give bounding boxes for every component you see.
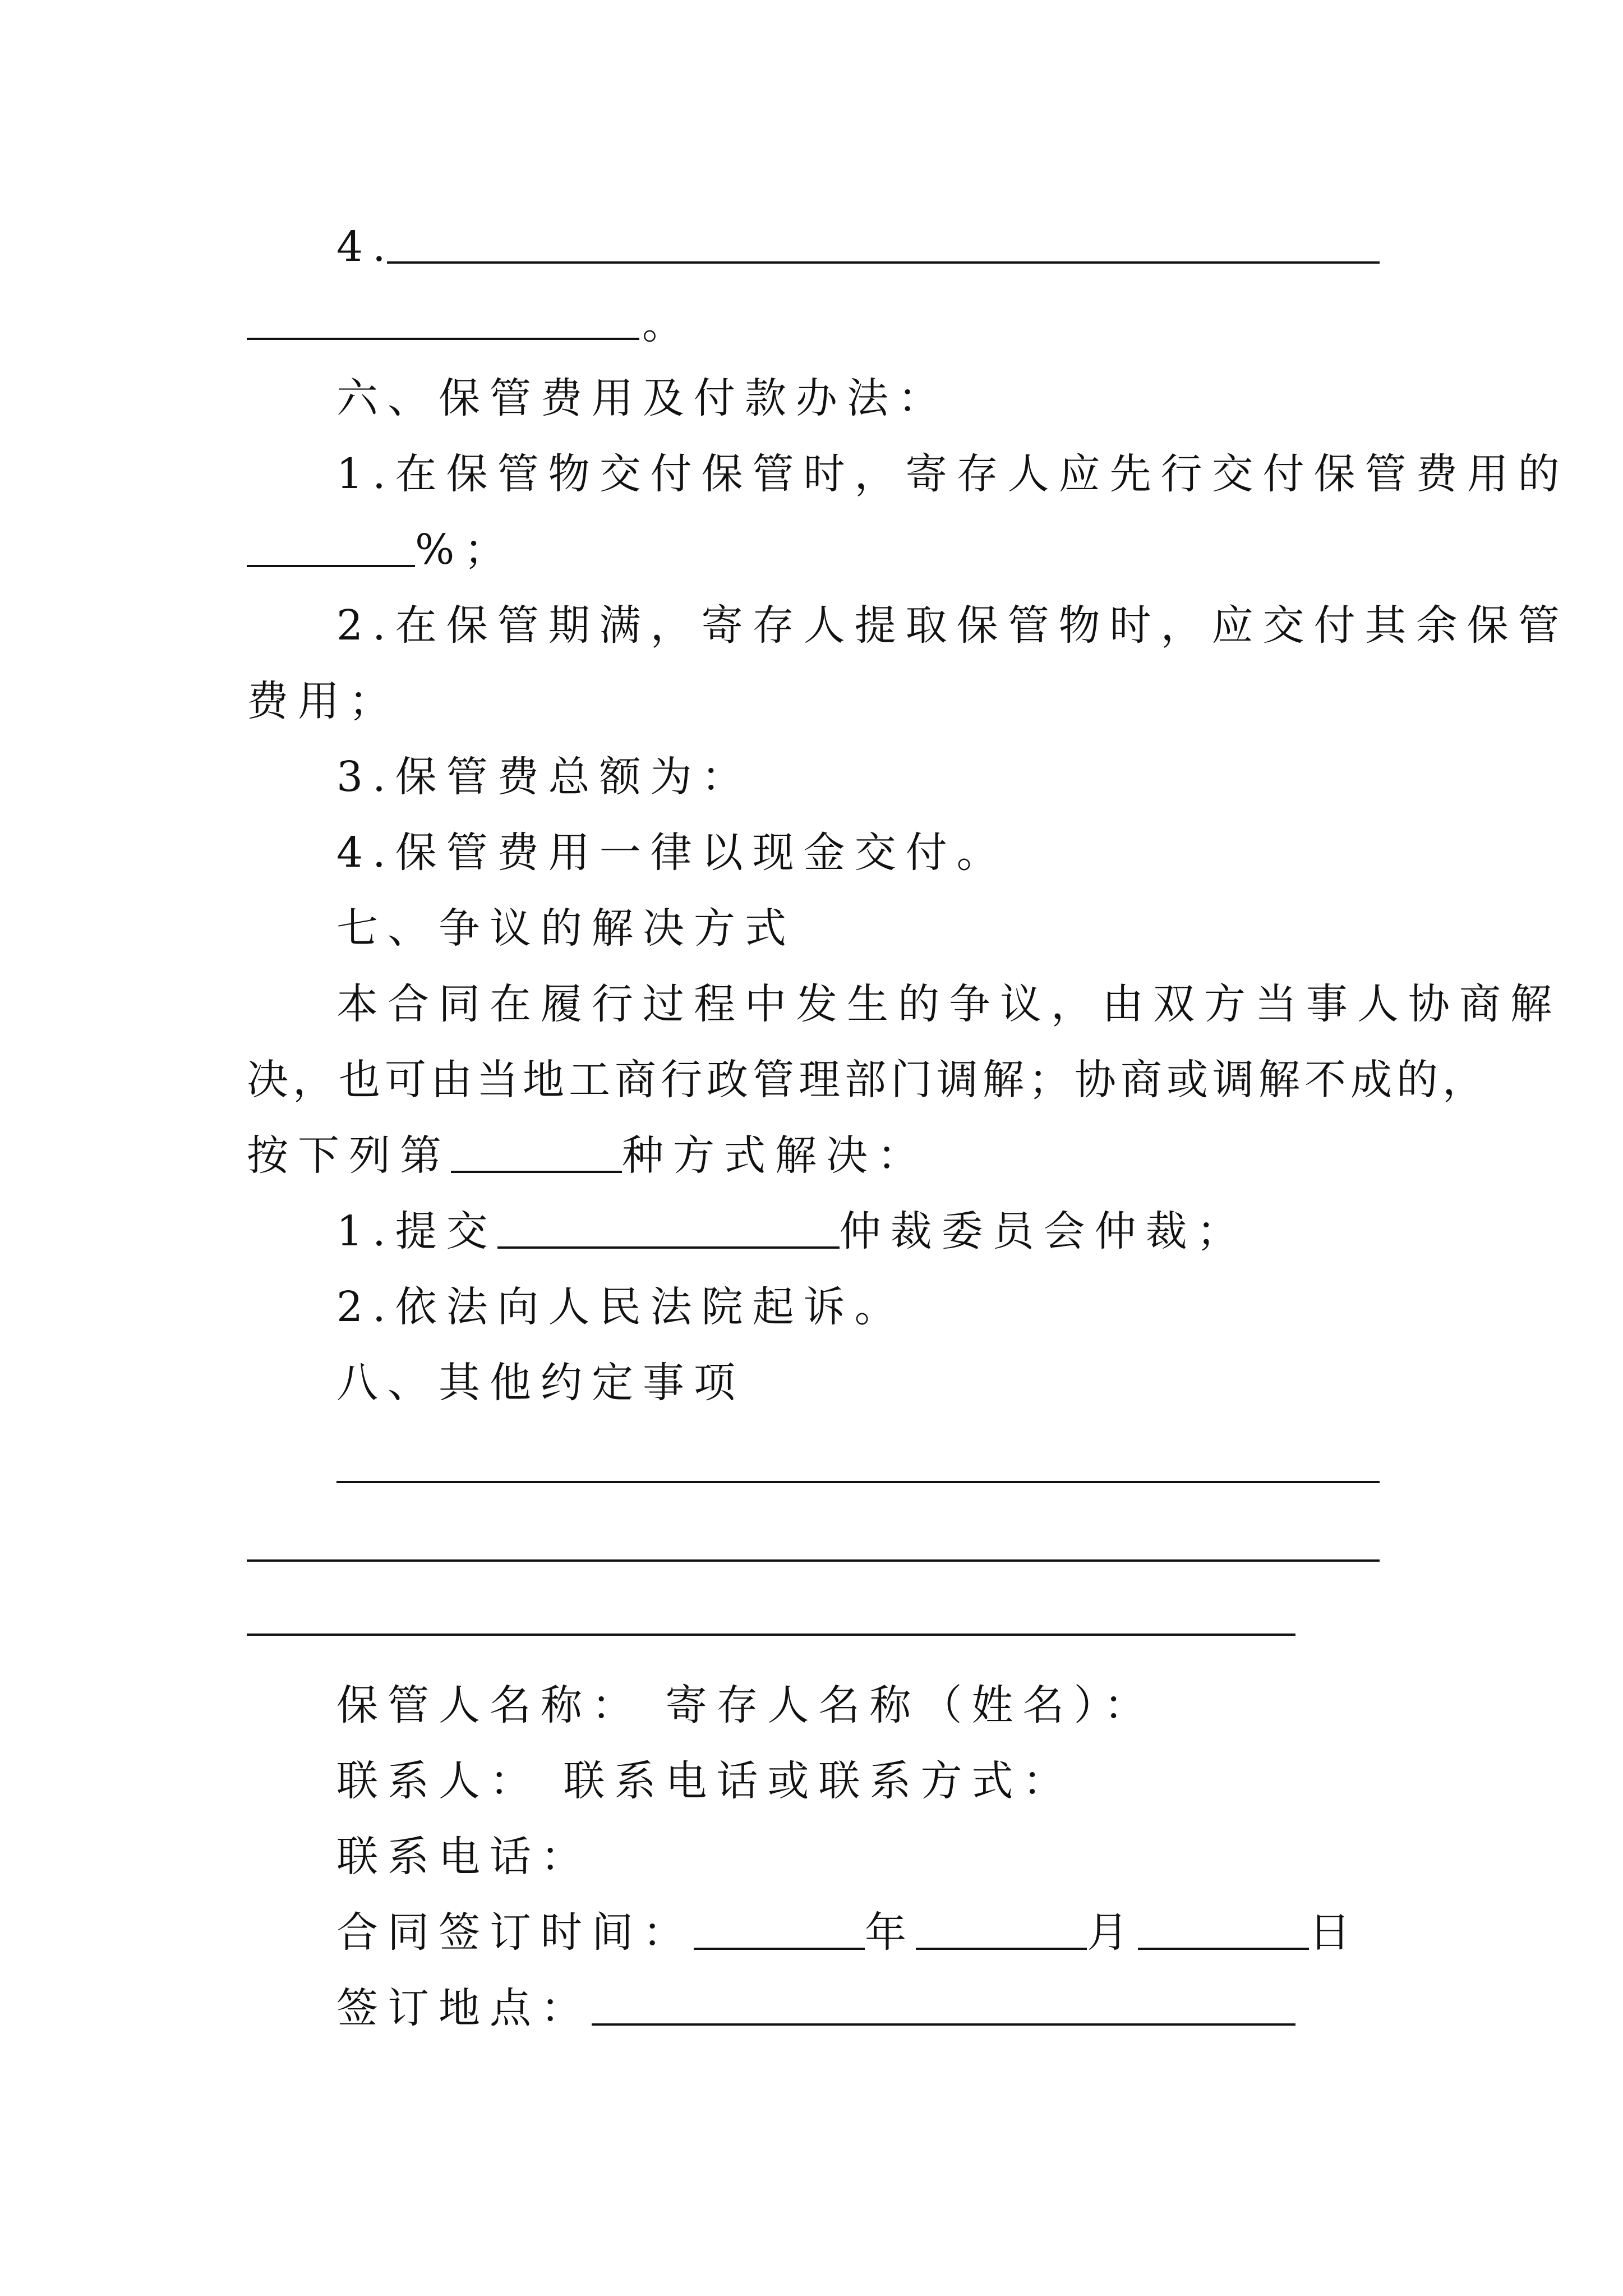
s7-item-1-suffix: 仲裁委员会仲裁； (839, 1207, 1248, 1255)
sign-place (336, 1980, 1380, 2036)
other-terms-rule-1 (336, 1481, 1380, 1483)
s7-para-line-3 (247, 1128, 1380, 1184)
sign-phone: 联系电话： (336, 1833, 592, 1881)
month-blank (916, 1906, 1087, 1950)
section-7-title: 七、争议的解决方式 (336, 904, 796, 953)
other-terms-rule-3 (247, 1634, 1295, 1636)
s6-item-1-line-2 (247, 522, 1380, 578)
month-label: 月 (1087, 1908, 1138, 1957)
place-blank (592, 1982, 1295, 2026)
item-4-end: 。 (642, 300, 693, 348)
sign-date (336, 1904, 1380, 1961)
s6-item-1-line-1: 1.在保管物交付保管时，寄存人应先行交付保管费用的 (336, 450, 1569, 498)
sign-place-prefix: 签订地点： (336, 1984, 592, 2032)
day-label: 日 (1309, 1908, 1360, 1957)
sign-date-prefix: 合同签订时间： (336, 1908, 694, 1957)
item-4-number: 4. (336, 223, 395, 271)
item-4-blank-rule (387, 261, 1380, 264)
section-6-title: 六、保管费用及付款办法： (336, 374, 949, 422)
sign-contacts: 联系人： 联系电话或联系方式： (336, 1757, 1074, 1805)
s7-item-1-prefix: 1.提交 (336, 1207, 497, 1255)
year-blank (694, 1906, 865, 1950)
day-blank (1138, 1906, 1309, 1950)
s7-para-line-3-suffix: 种方式解决： (622, 1131, 928, 1180)
s7-item-1 (336, 1203, 1380, 1259)
s7-para-line-3-prefix: 按下列第 (247, 1131, 451, 1180)
method-number-blank (451, 1129, 622, 1173)
item-4-blank-rule-2 (247, 338, 639, 340)
s6-item-2-line-1: 2.在保管期满，寄存人提取保管物时，应交付其余保管 (336, 601, 1569, 650)
percent-suffix: %； (415, 526, 515, 574)
arbitration-commission-blank (497, 1205, 840, 1249)
s7-item-2: 2.依法向人民法院起诉。 (336, 1283, 906, 1331)
s7-para-line-2: 决，也可由当地工商行政管理部门调解；协商或调解不成的， (247, 1056, 1488, 1104)
item-4-line (336, 219, 1380, 275)
other-terms-rule-2 (247, 1559, 1380, 1562)
year-label: 年 (865, 1908, 916, 1957)
s6-item-2-line-2: 费用； (247, 677, 400, 725)
percent-blank (247, 523, 415, 567)
sign-names: 保管人名称： 寄存人名称（姓名）： (336, 1681, 1155, 1729)
s7-para-line-1: 本合同在履行过程中发生的争议，由双方当事人协商解 (336, 980, 1561, 1028)
section-8-title: 八、其他约定事项 (336, 1359, 745, 1407)
s6-item-4: 4.保管费用一律以现金交付。 (336, 829, 1008, 877)
s6-item-3: 3.保管费总额为： (336, 753, 753, 801)
